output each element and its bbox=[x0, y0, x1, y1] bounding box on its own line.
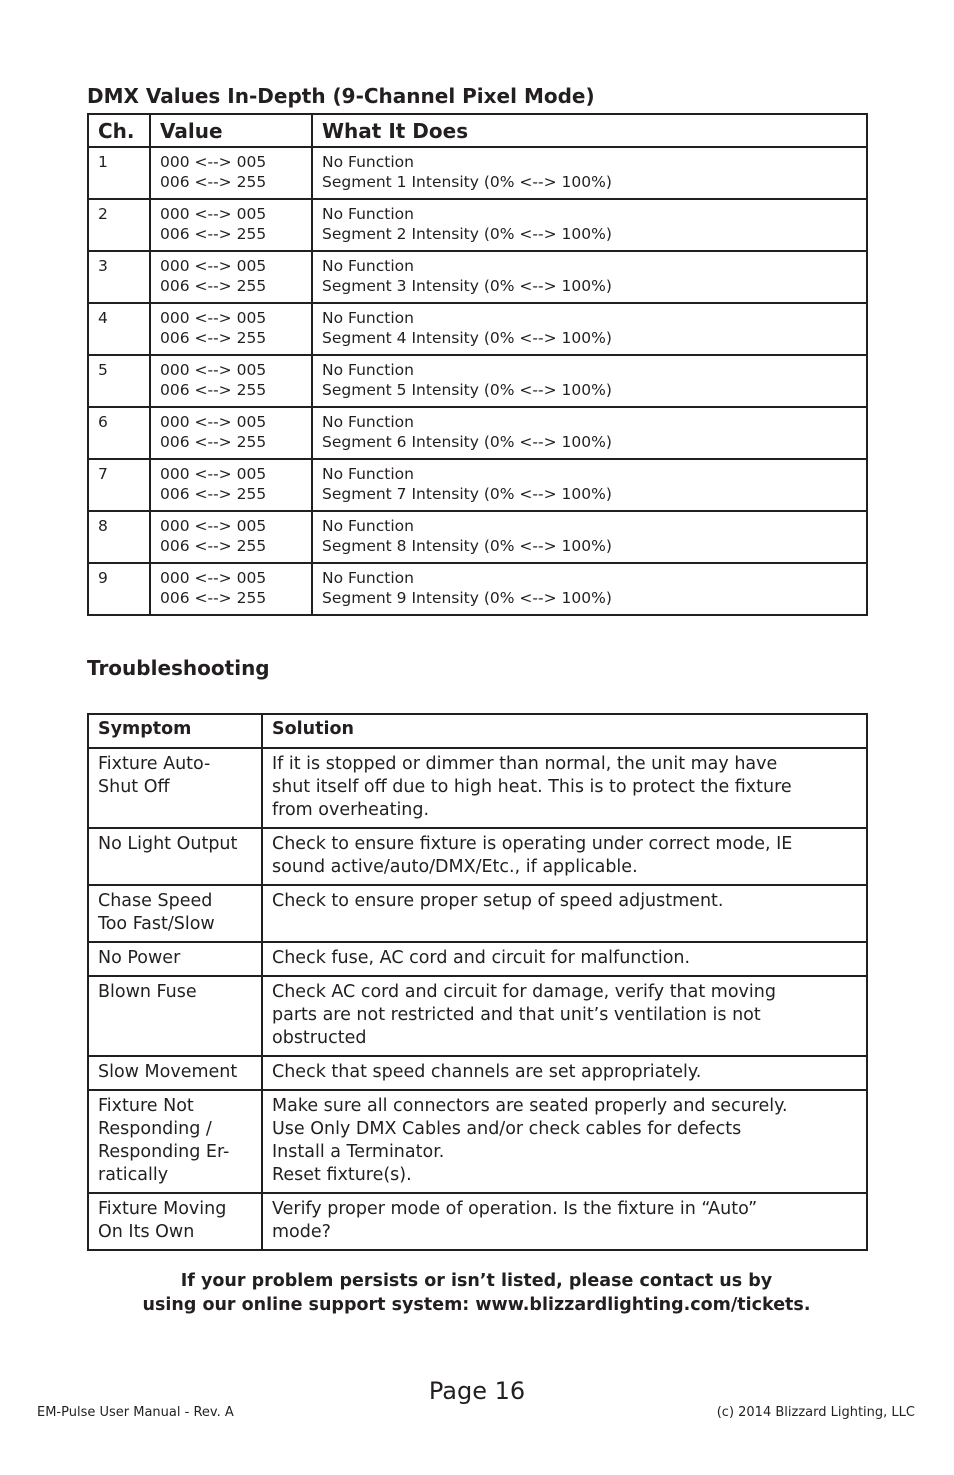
value-range-line: 000 <--> 005 bbox=[160, 153, 267, 171]
dmx-function-description bbox=[312, 251, 867, 303]
symptom-line: ratically bbox=[98, 1165, 169, 1185]
table-row bbox=[88, 942, 867, 976]
solution-line: sound active/auto/DMX/Etc., if applicable. bbox=[272, 857, 638, 877]
footer-copyright: (c) 2014 Blizzard Lighting, LLC bbox=[716, 1405, 915, 1420]
value-range-line: 000 <--> 005 bbox=[160, 465, 267, 483]
channel-number: 5 bbox=[88, 355, 150, 407]
dmx-header-function: What It Does bbox=[312, 114, 867, 147]
channel-number: 6 bbox=[88, 407, 150, 459]
solution-line: Install a Terminator. bbox=[272, 1142, 445, 1162]
table-row bbox=[88, 303, 867, 355]
dmx-function-description bbox=[312, 563, 867, 615]
table-row bbox=[88, 251, 867, 303]
solution-cell bbox=[262, 1193, 867, 1250]
symptom-line: Chase Speed bbox=[98, 891, 213, 911]
symptom-cell bbox=[88, 942, 262, 976]
function-line: Segment 6 Intensity (0% <--> 100%) bbox=[322, 433, 612, 451]
dmx-header-row bbox=[88, 114, 867, 147]
function-line: Segment 5 Intensity (0% <--> 100%) bbox=[322, 381, 612, 399]
value-range-line: 000 <--> 005 bbox=[160, 257, 267, 275]
solution-cell bbox=[262, 828, 867, 885]
dmx-values-table bbox=[87, 113, 868, 616]
dmx-value-range bbox=[150, 459, 312, 511]
table-row bbox=[88, 748, 867, 828]
value-range-line: 000 <--> 005 bbox=[160, 205, 267, 223]
symptom-cell bbox=[88, 1193, 262, 1250]
solution-line: from overheating. bbox=[272, 800, 430, 820]
symptom-line: Too Fast/Slow bbox=[98, 914, 215, 934]
solution-line: parts are not restricted and that unit’s ventilation is not bbox=[272, 1005, 761, 1025]
function-line: Segment 8 Intensity (0% <--> 100%) bbox=[322, 537, 612, 555]
symptom-cell bbox=[88, 1056, 262, 1090]
dmx-value-range bbox=[150, 355, 312, 407]
troubleshooting-header-solution: Solution bbox=[262, 714, 867, 748]
function-line: No Function bbox=[322, 361, 414, 379]
page-number: Page 16 bbox=[428, 1377, 526, 1405]
solution-cell bbox=[262, 942, 867, 976]
function-line: No Function bbox=[322, 205, 414, 223]
dmx-value-range bbox=[150, 511, 312, 563]
function-line: Segment 3 Intensity (0% <--> 100%) bbox=[322, 277, 612, 295]
function-line: No Function bbox=[322, 153, 414, 171]
symptom-line: Blown Fuse bbox=[98, 982, 197, 1002]
dmx-function-description bbox=[312, 407, 867, 459]
value-range-line: 000 <--> 005 bbox=[160, 361, 267, 379]
table-row bbox=[88, 885, 867, 942]
table-row bbox=[88, 976, 867, 1056]
table-row bbox=[88, 355, 867, 407]
support-contact-line-2: using our online support system: www.blizzardlighting.com/tickets. bbox=[142, 1295, 811, 1315]
channel-number: 9 bbox=[88, 563, 150, 615]
dmx-function-description bbox=[312, 303, 867, 355]
function-line: No Function bbox=[322, 257, 414, 275]
troubleshooting-table bbox=[87, 713, 868, 1251]
dmx-value-range bbox=[150, 199, 312, 251]
table-row bbox=[88, 459, 867, 511]
table-row bbox=[88, 407, 867, 459]
channel-number: 1 bbox=[88, 147, 150, 199]
table-row bbox=[88, 1193, 867, 1250]
troubleshooting-header-row bbox=[88, 714, 867, 748]
symptom-line: Fixture Moving bbox=[98, 1199, 227, 1219]
solution-line: Check AC cord and circuit for damage, verify that moving bbox=[272, 982, 776, 1002]
solution-line: Make sure all connectors are seated properly and securely. bbox=[272, 1096, 788, 1116]
solution-line: shut itself off due to high heat. This is to protect the fixture bbox=[272, 777, 792, 797]
function-line: No Function bbox=[322, 309, 414, 327]
solution-line: Check that speed channels are set appropriately. bbox=[272, 1062, 702, 1082]
function-line: Segment 9 Intensity (0% <--> 100%) bbox=[322, 589, 612, 607]
channel-number: 8 bbox=[88, 511, 150, 563]
table-row bbox=[88, 563, 867, 615]
symptom-line: Responding / bbox=[98, 1119, 212, 1139]
dmx-function-description bbox=[312, 459, 867, 511]
support-contact-line-1: If your problem persists or isn’t listed, please contact us by bbox=[180, 1271, 773, 1291]
channel-number: 2 bbox=[88, 199, 150, 251]
channel-number: 4 bbox=[88, 303, 150, 355]
symptom-line: On Its Own bbox=[98, 1222, 195, 1242]
symptom-cell bbox=[88, 748, 262, 828]
solution-line: obstructed bbox=[272, 1028, 367, 1048]
value-range-line: 000 <--> 005 bbox=[160, 309, 267, 327]
solution-cell bbox=[262, 1056, 867, 1090]
dmx-function-description bbox=[312, 511, 867, 563]
dmx-value-range bbox=[150, 251, 312, 303]
symptom-line: No Power bbox=[98, 948, 181, 968]
symptom-cell bbox=[88, 976, 262, 1056]
dmx-function-description bbox=[312, 355, 867, 407]
symptom-cell bbox=[88, 1090, 262, 1193]
function-line: No Function bbox=[322, 465, 414, 483]
value-range-line: 006 <--> 255 bbox=[160, 433, 267, 451]
value-range-line: 006 <--> 255 bbox=[160, 329, 267, 347]
function-line: Segment 4 Intensity (0% <--> 100%) bbox=[322, 329, 612, 347]
solution-cell bbox=[262, 1090, 867, 1193]
value-range-line: 006 <--> 255 bbox=[160, 485, 267, 503]
value-range-line: 000 <--> 005 bbox=[160, 413, 267, 431]
table-row bbox=[88, 199, 867, 251]
dmx-header-value: Value bbox=[150, 114, 312, 147]
dmx-value-range bbox=[150, 407, 312, 459]
value-range-line: 000 <--> 005 bbox=[160, 569, 267, 587]
symptom-line: Fixture Auto- bbox=[98, 754, 211, 774]
dmx-function-description bbox=[312, 199, 867, 251]
function-line: No Function bbox=[322, 569, 414, 587]
function-line: Segment 2 Intensity (0% <--> 100%) bbox=[322, 225, 612, 243]
table-row bbox=[88, 511, 867, 563]
function-line: Segment 1 Intensity (0% <--> 100%) bbox=[322, 173, 612, 191]
symptom-line: Slow Movement bbox=[98, 1062, 238, 1082]
solution-cell bbox=[262, 748, 867, 828]
solution-line: Check to ensure proper setup of speed adjustment. bbox=[272, 891, 724, 911]
value-range-line: 006 <--> 255 bbox=[160, 381, 267, 399]
channel-number: 7 bbox=[88, 459, 150, 511]
symptom-line: Fixture Not bbox=[98, 1096, 194, 1116]
value-range-line: 000 <--> 005 bbox=[160, 517, 267, 535]
solution-cell bbox=[262, 885, 867, 942]
solution-line: Verify proper mode of operation. Is the fixture in “Auto” bbox=[272, 1199, 758, 1219]
symptom-line: Shut Off bbox=[98, 777, 170, 797]
solution-line: mode? bbox=[272, 1222, 331, 1242]
solution-line: Check to ensure fixture is operating under correct mode, IE bbox=[272, 834, 793, 854]
table-row bbox=[88, 828, 867, 885]
footer-manual-title: EM-Pulse User Manual - Rev. A bbox=[37, 1405, 234, 1420]
dmx-section-title: DMX Values In-Depth (9-Channel Pixel Mode) bbox=[87, 84, 595, 108]
value-range-line: 006 <--> 255 bbox=[160, 277, 267, 295]
table-row bbox=[88, 1056, 867, 1090]
dmx-value-range bbox=[150, 303, 312, 355]
troubleshooting-section-title: Troubleshooting bbox=[87, 656, 270, 680]
troubleshooting-header-symptom: Symptom bbox=[88, 714, 262, 748]
solution-line: If it is stopped or dimmer than normal, the unit may have bbox=[272, 754, 778, 774]
table-row bbox=[88, 147, 867, 199]
dmx-header-channel: Ch. bbox=[88, 114, 150, 147]
function-line: No Function bbox=[322, 413, 414, 431]
function-line: No Function bbox=[322, 517, 414, 535]
symptom-cell bbox=[88, 885, 262, 942]
value-range-line: 006 <--> 255 bbox=[160, 173, 267, 191]
dmx-value-range bbox=[150, 147, 312, 199]
channel-number: 3 bbox=[88, 251, 150, 303]
value-range-line: 006 <--> 255 bbox=[160, 537, 267, 555]
symptom-line: Responding Er- bbox=[98, 1142, 230, 1162]
solution-cell bbox=[262, 976, 867, 1056]
solution-line: Reset fixture(s). bbox=[272, 1165, 412, 1185]
symptom-line: No Light Output bbox=[98, 834, 238, 854]
table-row bbox=[88, 1090, 867, 1193]
value-range-line: 006 <--> 255 bbox=[160, 589, 267, 607]
solution-line: Check fuse, AC cord and circuit for malfunction. bbox=[272, 948, 691, 968]
dmx-function-description bbox=[312, 147, 867, 199]
symptom-cell bbox=[88, 828, 262, 885]
support-contact-note bbox=[87, 1269, 866, 1317]
value-range-line: 006 <--> 255 bbox=[160, 225, 267, 243]
dmx-value-range bbox=[150, 563, 312, 615]
solution-line: Use Only DMX Cables and/or check cables for defects bbox=[272, 1119, 742, 1139]
function-line: Segment 7 Intensity (0% <--> 100%) bbox=[322, 485, 612, 503]
